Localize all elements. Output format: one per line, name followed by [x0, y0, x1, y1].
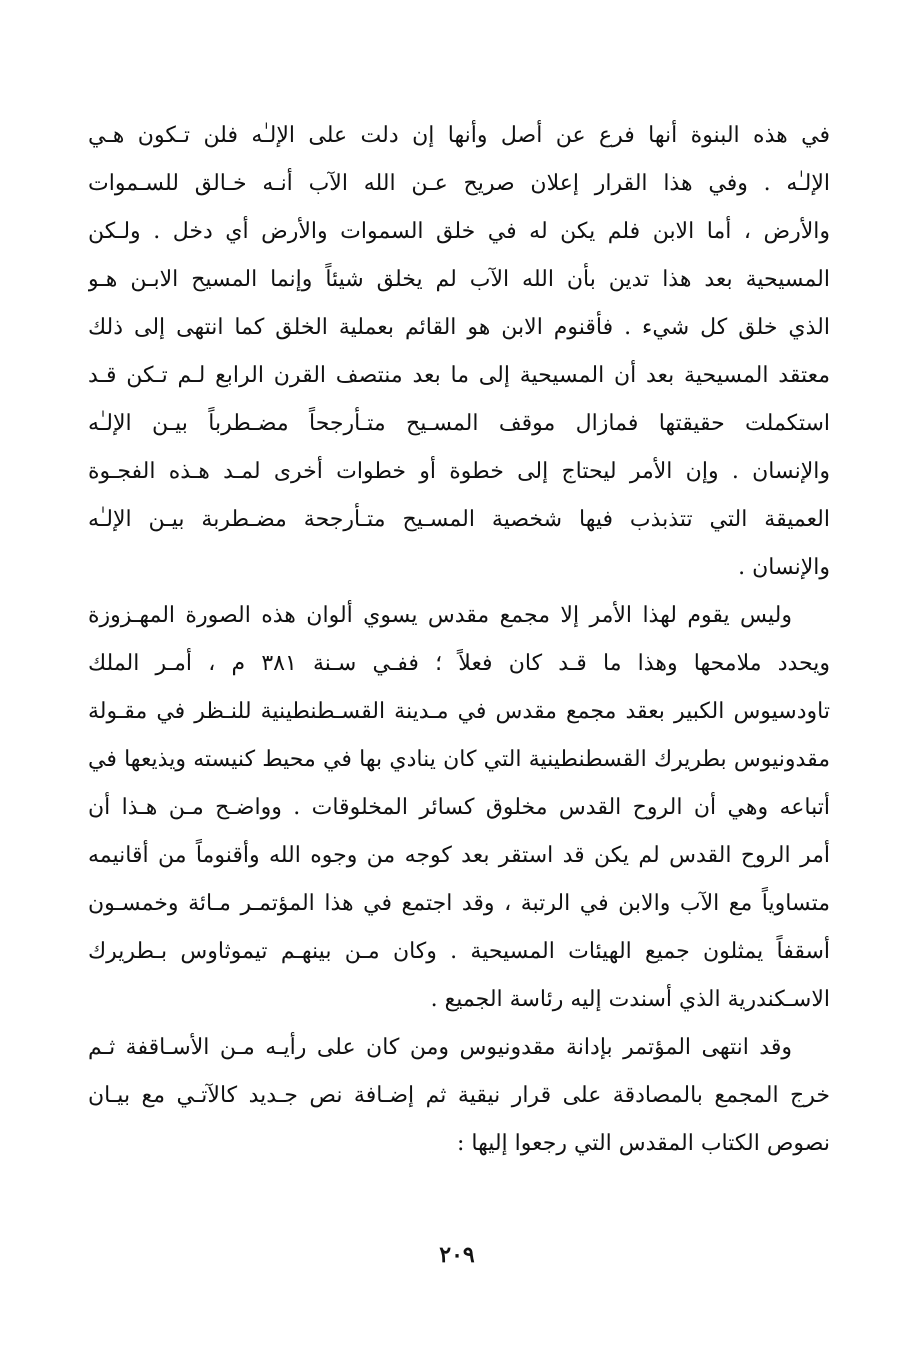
text-line: نصوص الكتاب المقدس التي رجعوا إليها : [456, 1131, 830, 1156]
text-line: في هذه البنوة أنها فرع عن أصل وأنها إن دلت على الإلـٰه فلن تـكون هـي [88, 123, 830, 148]
text-line: أمر الروح القدس لم يكن قد استقر بعد كوجه من وجوه الله وأقنوماً من أقانيمه [88, 843, 830, 868]
text-line: وقد انتهى المؤتمر بإدانة مقدونيوس ومن كان على رأيـه مـن الأسـاقفة ثـم [88, 1035, 792, 1060]
body-text [88, 112, 830, 1168]
text-line: والإنسان . [738, 555, 830, 580]
page-number: ٢٠٩ [439, 1242, 475, 1268]
text-line: مقدونيوس بطريرك القسطنطينية التي كان ينادي بها في محيط كنيسته ويذيعها في [88, 747, 830, 772]
text-line: العميقة التي تتذبذب فيها شخصية المسـيح متـأرجحة مضـطربة بيـن الإلـٰه [88, 507, 830, 532]
text-line: وليس يقوم لهذا الأمر إلا مجمع مقدس يسوي ألوان هذه الصورة المهـزوزة [88, 603, 792, 628]
text-line: المسيحية بعد هذا تدين بأن الله الآب لم يخلق شيئاً وإنما المسيح الابـن هـو [88, 267, 830, 292]
text-line: خرج المجمع بالمصادقة على قرار نيقية ثم إضـافة نص جـديد كالآتـي مع بيـان [88, 1083, 830, 1108]
text-line: الإلـٰه . وفي هذا القرار إعلان صريح عـن الله الآب أنـه خـالق للسـموات [88, 171, 830, 196]
text-line: أسقفاً يمثلون جميع الهيئات المسيحية . وكان مـن بينهـم تيموثاوس بـطريرك [88, 939, 830, 964]
text-line: تاودسيوس الكبير بعقد مجمع مقدس في مـدينة القسـطنطينية للنـظر في مقـولة [88, 699, 830, 724]
text-line: استكملت حقيقتها فمازال موقف المسـيح متـأرجحاً مضـطرباً بيـن الإلـٰه [88, 411, 830, 436]
text-line: والأرض ، أما الابن فلم يكن له في خلق السموات والأرض أي دخل . ولـكن [88, 219, 830, 244]
text-line: أتباعه وهي أن الروح القدس مخلوق كسائر المخلوقات . وواضـح مـن هـذا أن [88, 795, 830, 820]
text-line: الاسـكندرية الذي أسندت إليه رئاسة الجميع . [430, 987, 830, 1012]
text-line: الذي خلق كل شيء . فأقنوم الابن هو القائم بعملية الخلق كما انتهى إلى ذلك [88, 315, 830, 340]
text-line: معتقد المسيحية بعد أن المسيحية إلى ما بعد منتصف القرن الرابع لـم تـكن قـد [88, 363, 830, 388]
text-line: ويحدد ملامحها وهذا ما قـد كان فعلاً ؛ ففـي سـنة ٣٨١ م ، أمـر الملك [88, 651, 830, 676]
text-line: متساوياً مع الآب والابن في الرتبة ، وقد اجتمع في هذا المؤتمـر مـائة وخمسـون [88, 891, 830, 916]
text-line: والإنسان . وإن الأمر ليحتاج إلى خطوة أو خطوات أخرى لمـد هـذه الفجـوة [88, 459, 830, 484]
